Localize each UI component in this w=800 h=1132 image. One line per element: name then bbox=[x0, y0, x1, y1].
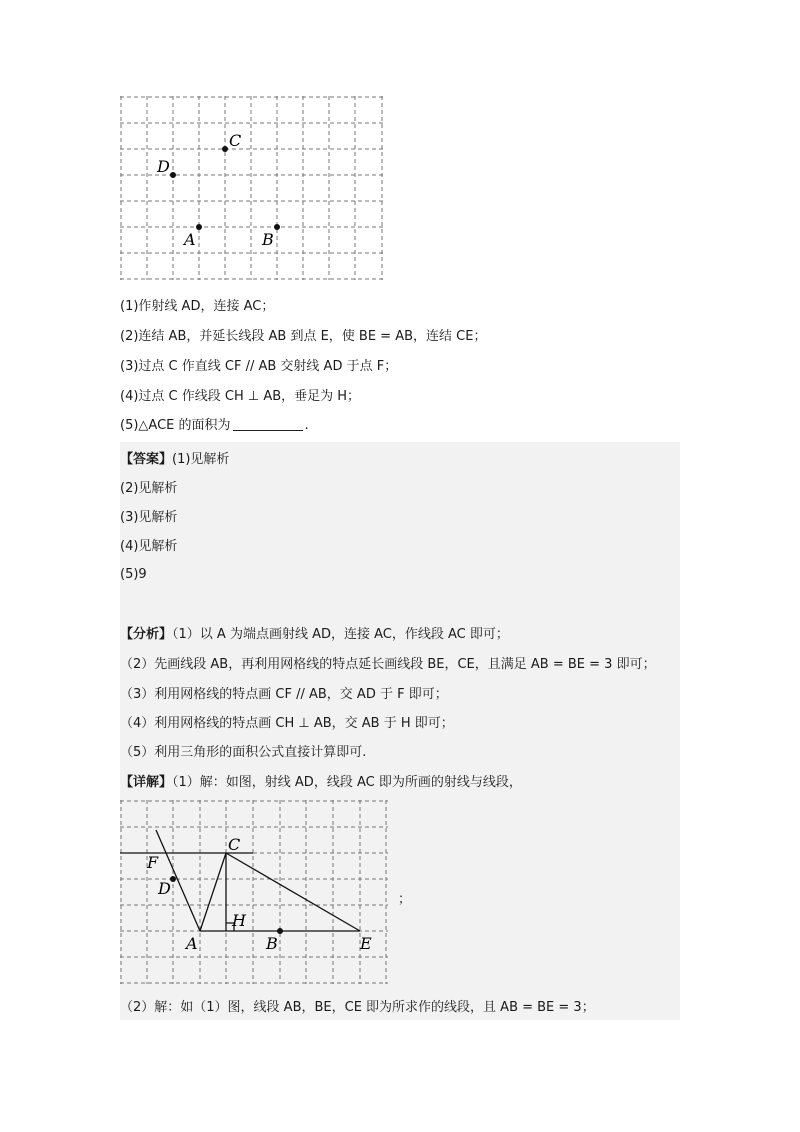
answer-line-5: (5)9 bbox=[120, 567, 147, 582]
label-b: B bbox=[262, 230, 274, 249]
label-h2: H bbox=[232, 911, 246, 930]
question-1: (1)作射线 AD，连接 AC； bbox=[120, 299, 275, 314]
segment-ce bbox=[226, 853, 360, 931]
detail-line-1: 【详解】（1）解：如图，射线 AD，线段 AC 即为所画的射线与线段， bbox=[120, 775, 522, 790]
point-d bbox=[170, 172, 176, 178]
label-a: A bbox=[184, 230, 196, 249]
analysis-line-3: （3）利用网格线的特点画 CF // AB，交 AD 于 F 即可； bbox=[120, 687, 448, 702]
answer-blank[interactable] bbox=[233, 416, 303, 431]
label-d: D bbox=[157, 157, 170, 176]
label-b2: B bbox=[266, 934, 278, 953]
label-c2: C bbox=[228, 835, 241, 854]
point-b bbox=[274, 224, 280, 230]
grid-figure-1 bbox=[120, 96, 386, 282]
label-f2: F bbox=[147, 853, 159, 872]
grid-figure-2 bbox=[120, 800, 390, 986]
point-b2 bbox=[277, 928, 283, 934]
question-3: (3)过点 C 作直线 CF // AB 交射线 AD 于点 F； bbox=[120, 359, 398, 374]
figure-semicolon: ； bbox=[398, 892, 412, 907]
answer-line-2: (2)见解析 bbox=[120, 481, 178, 496]
question-2: (2)连结 AB，并延长线段 AB 到点 E，使 BE = AB，连结 CE； bbox=[120, 329, 487, 344]
answer-line-4: (4)见解析 bbox=[120, 539, 178, 554]
detail-line-2: （2）解：如（1）图，线段 AB，BE，CE 即为所求作的线段，且 AB = BE = 3； bbox=[120, 1000, 595, 1015]
label-d2: D bbox=[158, 879, 171, 898]
point-a bbox=[196, 224, 202, 230]
analysis-line-1: 【分析】（1）以 A 为端点画射线 AD，连接 AC，作线段 AC 即可； bbox=[120, 627, 509, 642]
segment-ac bbox=[200, 853, 226, 931]
analysis-line-4: （4）利用网格线的特点画 CH ⊥ AB，交 AB 于 H 即可； bbox=[120, 716, 454, 731]
point-c bbox=[222, 146, 228, 152]
question-4: (4)过点 C 作线段 CH ⊥ AB，垂足为 H； bbox=[120, 389, 361, 404]
label-c: C bbox=[229, 131, 242, 150]
answer-line-3: (3)见解析 bbox=[120, 510, 178, 525]
label-a2: A bbox=[186, 934, 198, 953]
analysis-line-5: （5）利用三角形的面积公式直接计算即可. bbox=[120, 745, 367, 760]
analysis-line-2: （2）先画线段 AB，再利用网格线的特点延长画线段 BE，CE，且满足 AB = BE = 3 即可； bbox=[120, 657, 656, 672]
label-e2: E bbox=[360, 934, 372, 953]
answer-line-1: 【答案】(1)见解析 bbox=[120, 452, 230, 467]
question-5: (5)△ACE 的面积为 . bbox=[120, 418, 309, 433]
point-d2 bbox=[170, 876, 176, 882]
